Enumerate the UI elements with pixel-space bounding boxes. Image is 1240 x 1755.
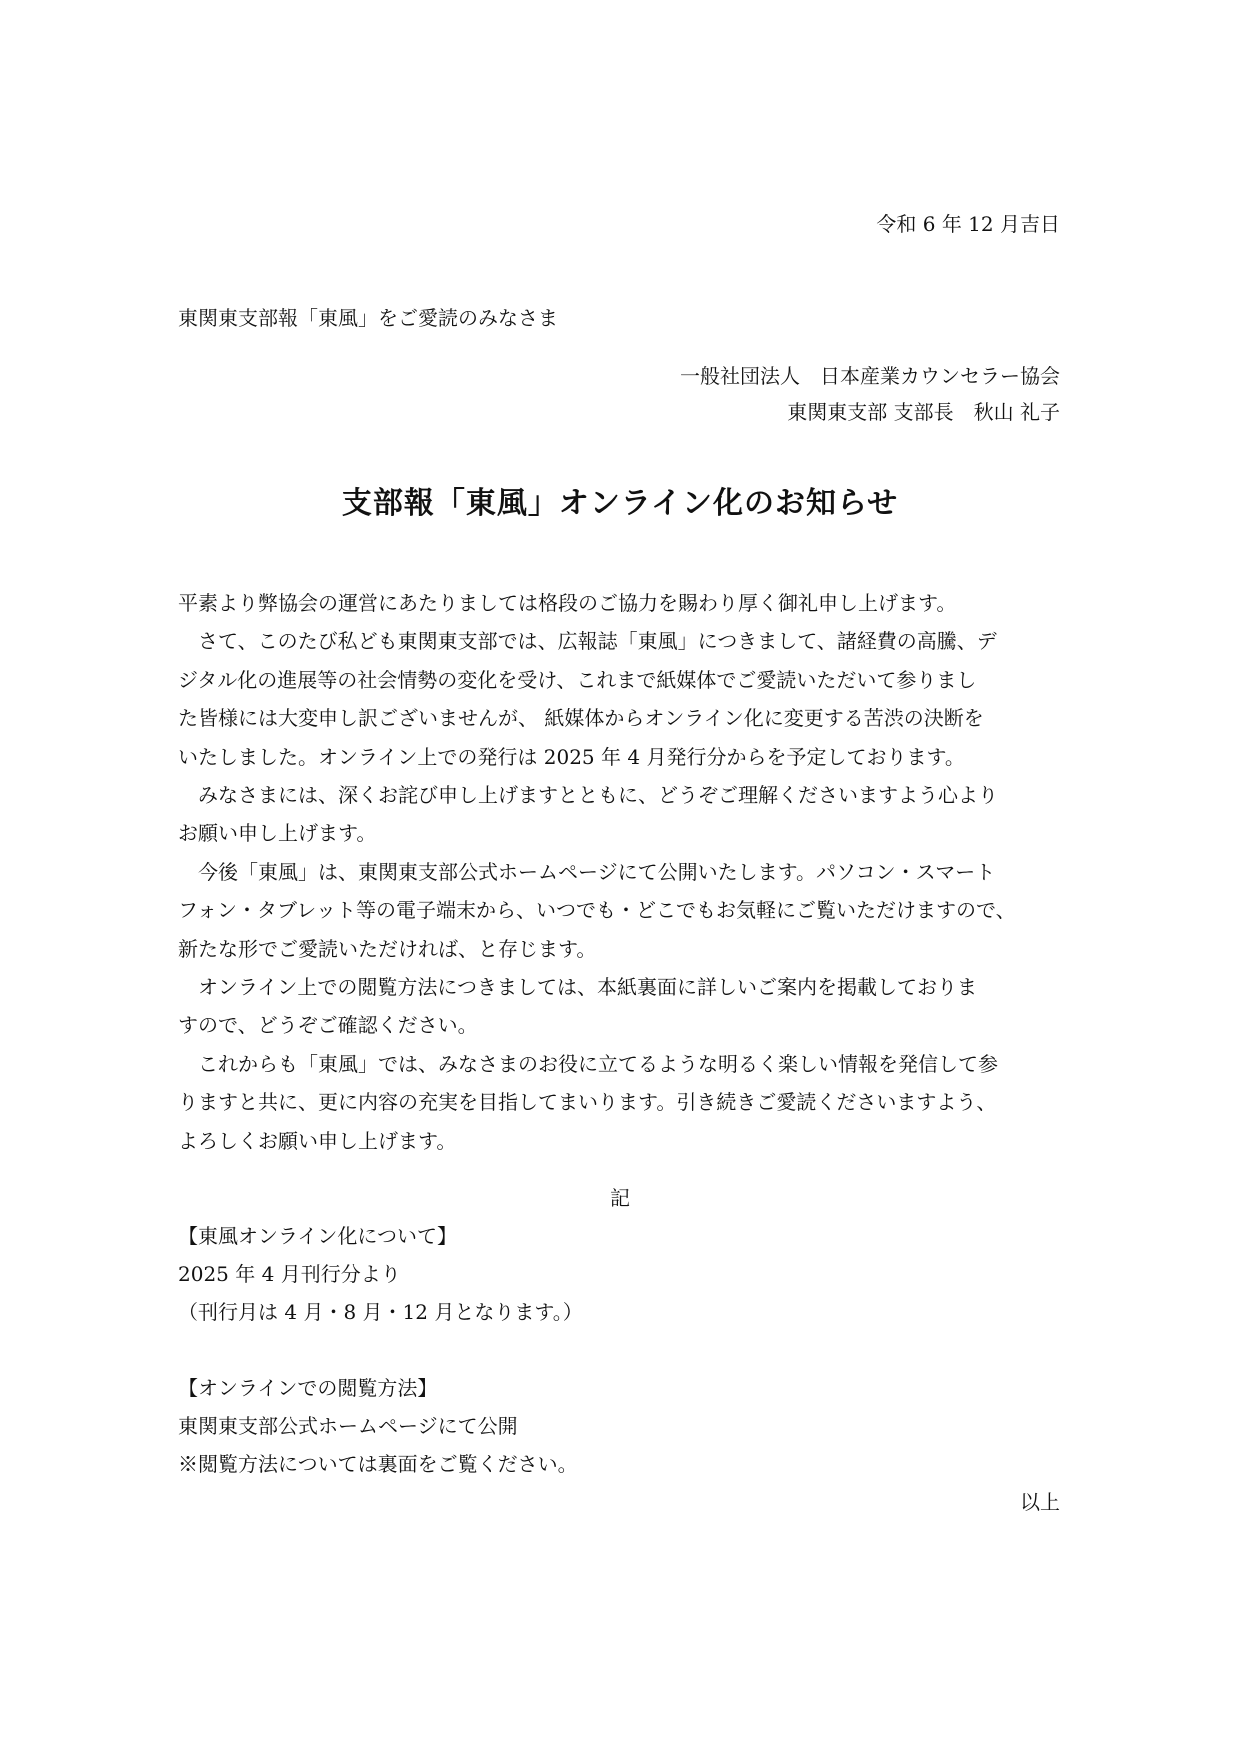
section1-line: （刊行月は 4 月・8 月・12 月となります。） [178, 1300, 583, 1324]
letter-body [178, 584, 1063, 1160]
body-line: さて、このたび私ども東関東支部では、広報誌「東風」につきまして、諸経費の高騰、デ [178, 629, 997, 654]
body-line: これからも「東風」では、みなさまのお役に立てるような明るく楽しい情報を発信して参 [178, 1051, 998, 1076]
section2-line: ※閲覧方法については裏面をご覧ください。 [178, 1452, 578, 1476]
body-line: お願い申し上げます。 [178, 821, 377, 846]
body-line: みなさまには、深くお詫び申し上げますとともに、どうぞご理解くださいますよう心より [178, 783, 998, 808]
body-line: すので、どうぞご確認ください。 [178, 1013, 478, 1038]
body-line: よろしくお願い申し上げます。 [178, 1128, 457, 1153]
ki-mark: 記 [610, 1186, 630, 1210]
body-line: ジタル化の進展等の社会情勢の変化を受け、これまで紙媒体でご愛読いただいて参りまし [178, 667, 977, 692]
body-line: りますと共に、更に内容の充実を目指してまいります。引き続きご愛読くださいますよう、 [178, 1090, 997, 1115]
body-line: た皆様には大変申し訳ございませんが、 紙媒体からオンライン化に変更する苦渋の決断を [178, 706, 984, 731]
sender-organization: 一般社団法人 日本産業カウンセラー協会 [680, 364, 1060, 388]
recipient-line: 東関東支部報「東風」をご愛読のみなさま [178, 306, 558, 330]
section2-line: 東関東支部公式ホームページにて公開 [178, 1414, 518, 1438]
sender-name: 東関東支部 支部長 秋山 礼子 [787, 400, 1060, 424]
section2-heading: 【オンラインでの閲覧方法】 [178, 1376, 438, 1400]
section1-heading: 【東風オンライン化について】 [178, 1224, 457, 1248]
body-line: 平素より弊協会の運営にあたりましては格段のご協力を賜わり厚く御礼申し上げます。 [178, 591, 957, 615]
body-line: いたしました。オンライン上での発行は 2025 年 4 月発行分からを予定しております。 [178, 744, 965, 769]
body-line: 今後「東風」は、東関東支部公式ホームページにて公開いたします。パソコン・スマート [178, 859, 996, 884]
body-line: オンライン上での閲覧方法につきましては、本紙裏面に詳しいご案内を掲載しておりま [178, 975, 977, 1000]
document-title: 支部報「東風」オンライン化のお知らせ [341, 486, 899, 521]
date-line: 令和 6 年 12 月吉日 [876, 212, 1060, 236]
body-line: 新たな形でご愛読いただければ、と存じます。 [178, 936, 597, 961]
section1-line: 2025 年 4 月刊行分より [178, 1262, 401, 1286]
closing-mark: 以上 [1020, 1490, 1060, 1514]
body-line: フォン・タブレット等の電子端末から、いつでも・どこでもお気軽にご覧いただけますので、 [178, 898, 1016, 923]
